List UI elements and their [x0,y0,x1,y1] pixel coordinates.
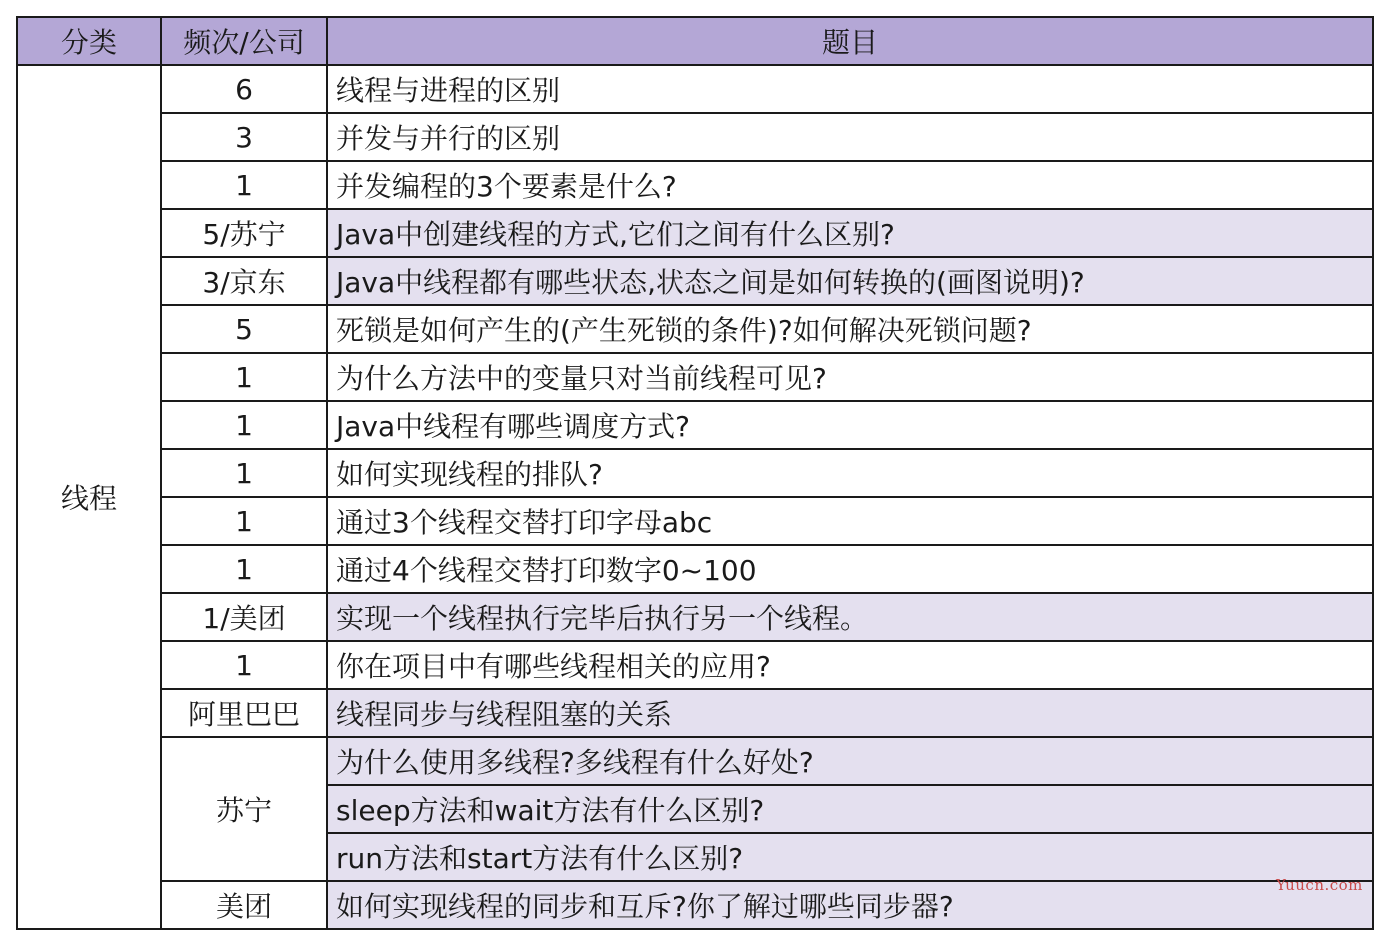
table-row [17,113,1373,161]
table-row [17,209,1373,257]
frequency-cell: 1 [161,497,327,545]
frequency-cell: 1/美团 [161,593,327,641]
frequency-cell: 6 [161,65,327,113]
table-row [17,353,1373,401]
table-row [17,689,1373,737]
table-body [17,65,1373,929]
question-cell: 为什么方法中的变量只对当前线程可见? [327,353,1373,401]
frequency-cell: 苏宁 [161,737,327,881]
frequency-cell: 1 [161,449,327,497]
question-cell: 并发编程的3个要素是什么? [327,161,1373,209]
question-cell: 你在项目中有哪些线程相关的应用? [327,641,1373,689]
frequency-cell: 3/京东 [161,257,327,305]
table-row [17,497,1373,545]
question-cell: run方法和start方法有什么区别? [327,833,1373,881]
table-row [17,593,1373,641]
table-row [17,401,1373,449]
frequency-cell: 5/苏宁 [161,209,327,257]
question-cell: 死锁是如何产生的(产生死锁的条件)?如何解决死锁问题? [327,305,1373,353]
frequency-cell: 1 [161,401,327,449]
frequency-cell: 美团 [161,881,327,929]
question-cell: sleep方法和wait方法有什么区别? [327,785,1373,833]
question-cell: 如何实现线程的排队? [327,449,1373,497]
question-cell: 线程同步与线程阻塞的关系 [327,689,1373,737]
watermark: Yuucn.com [1276,876,1363,894]
table-row [17,449,1373,497]
frequency-cell: 阿里巴巴 [161,689,327,737]
frequency-cell: 1 [161,545,327,593]
category-cell: 线程 [17,65,161,929]
question-cell: 线程与进程的区别 [327,65,1373,113]
question-cell: 通过3个线程交替打印字母abc [327,497,1373,545]
interview-question-table [16,16,1374,930]
header-frequency-company: 频次/公司 [161,17,327,65]
header-category: 分类 [17,17,161,65]
frequency-cell: 1 [161,161,327,209]
frequency-cell: 1 [161,641,327,689]
question-cell: 为什么使用多线程?多线程有什么好处? [327,737,1373,785]
table-row [17,641,1373,689]
frequency-cell: 1 [161,353,327,401]
header-question: 题目 [327,17,1373,65]
table-row [17,545,1373,593]
table-row [17,305,1373,353]
table-header-row [17,17,1373,65]
question-cell: 实现一个线程执行完毕后执行另一个线程。 [327,593,1373,641]
frequency-cell: 3 [161,113,327,161]
question-cell: Java中线程有哪些调度方式? [327,401,1373,449]
table-row [17,737,1373,785]
table-row [17,65,1373,113]
question-cell: 并发与并行的区别 [327,113,1373,161]
question-cell: 如何实现线程的同步和互斥?你了解过哪些同步器? [327,881,1373,929]
question-cell: 通过4个线程交替打印数字0~100 [327,545,1373,593]
table-row [17,257,1373,305]
frequency-cell: 5 [161,305,327,353]
table-row [17,161,1373,209]
question-cell: Java中线程都有哪些状态,状态之间是如何转换的(画图说明)? [327,257,1373,305]
table-row [17,881,1373,929]
question-cell: Java中创建线程的方式,它们之间有什么区别? [327,209,1373,257]
